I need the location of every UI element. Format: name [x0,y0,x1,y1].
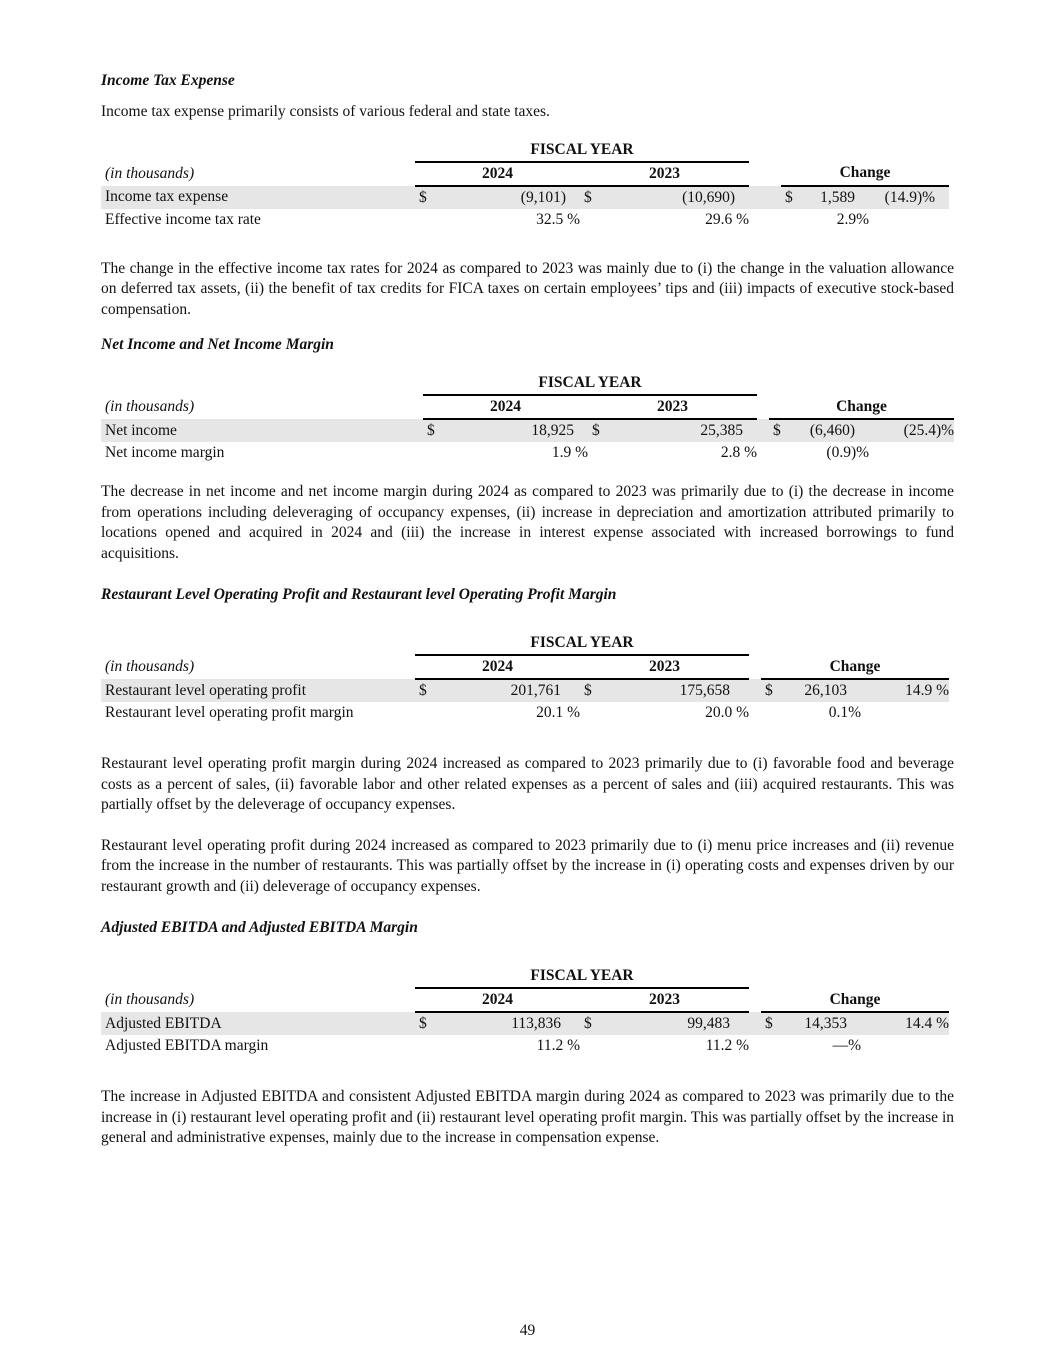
value-2024: 11.2 % [536,1037,580,1054]
adjusted-ebitda-table [101,965,949,1057]
table-row [101,702,949,724]
value-2024: 113,836 [439,1012,580,1035]
paragraph: The increase in Adjusted EBITDA and consistent Adjusted EBITDA margin during 2024 as compared to 2023 was primarily due to the increase in (i) restaurant level operating profit and (ii) restaurant level operating profit margin. This was partially offset by the increase in general and administrative expenses, mainly due to the increase in compensation expense. [101,1088,954,1146]
col-header-2024: 2024 [415,988,580,1012]
change-value: (6,460) [793,419,869,442]
col-header-2023: 2023 [580,162,749,186]
change-value: 26,103 [785,679,861,702]
col-header-change: Change [761,655,949,679]
row-label: Net income margin [105,444,225,461]
value-2023: 20.0 % [705,704,750,721]
restaurant-profit-table [101,632,949,724]
table-row [101,419,954,442]
unit-label: (in thousands) [105,398,195,415]
value-2024: 32.5 % [536,210,580,228]
currency-symbol: $ [415,679,439,702]
currency-symbol: $ [580,186,610,209]
value-2023: 175,658 [610,679,749,702]
section-intro: Income tax expense primarily consists of various federal and state taxes. [101,103,550,120]
value-2024: 18,925 [447,419,588,442]
col-header-change: Change [769,395,954,419]
income-tax-table [101,139,949,231]
table-row [101,1035,949,1057]
table-row [101,186,949,209]
paragraph: The change in the effective income tax rates for 2024 as compared to 2023 was mainly due to (i) the change in the valuation allowance on deferred tax assets, (ii) the benefit of tax credits for FICA taxes on certain employees’ tips and (iii) impacts of executive stock-based compensation. [101,259,954,318]
row-label: Income tax expense [101,186,415,209]
row-label: Effective income tax rate [105,210,261,228]
change-percent: 14.9 % [861,679,949,702]
row-label: Restaurant level operating profit margin [105,704,354,721]
row-label: Adjusted EBITDA [101,1012,415,1035]
change-value: 0.1% [828,704,862,721]
change-percent: 14.4 % [861,1012,949,1035]
col-header-2023: 2023 [580,988,749,1012]
section-heading: Income Tax Expense [101,72,235,89]
fiscal-year-header: FISCAL YEAR [415,632,749,655]
section-income-tax [101,70,954,320]
section-adjusted-ebitda [101,917,954,1149]
change-value: 14,353 [785,1012,861,1035]
value-2023: 11.2 % [705,1037,750,1054]
unit-label: (in thousands) [105,991,195,1008]
change-percent: (14.9)% [869,186,949,209]
col-header-2023: 2023 [588,395,757,419]
change-percent: (25.4)% [869,419,954,442]
row-label: Adjusted EBITDA margin [105,1037,269,1054]
col-header-2024: 2024 [415,162,580,186]
paragraph: Restaurant level operating profit during 2024 increased as compared to 2023 primarily due to (i) menu price increases and (ii) revenue from the increase in the number of restaurants. This was partially offset by the increase in (i) operating costs and expenses driven by our restaurant growth and (ii) deleverage of occupancy expenses. [101,836,954,895]
section-heading: Adjusted EBITDA and Adjusted EBITDA Margin [101,919,418,936]
section-heading: Net Income and Net Income Margin [101,336,334,353]
section-restaurant-profit [101,584,954,897]
change-value: (0.9)% [826,444,870,461]
paragraph: The decrease in net income and net income margin during 2024 as compared to 2023 was primarily due to (i) the decrease in income from operations including deleveraging of occupancy expenses, (ii) increase in depreciation and amortization attributed primarily to locations opened and acquired in 2024 and (iii) the increase in interest expense associated with increased borrowings to fund acquisitions. [101,483,954,562]
unit-label: (in thousands) [105,164,195,182]
section-net-income [101,334,954,564]
table-row [101,1012,949,1035]
table-row [101,679,949,702]
value-2023: (10,690) [610,186,749,209]
currency-symbol: $ [769,419,793,442]
row-label: Net income [101,419,423,442]
section-heading: Restaurant Level Operating Profit and Restaurant level Operating Profit Margin [101,586,617,603]
fiscal-year-header: FISCAL YEAR [415,139,749,162]
value-2024: (9,101) [439,186,580,209]
fiscal-year-header: FISCAL YEAR [415,965,749,988]
currency-symbol: $ [781,186,805,209]
currency-symbol: $ [588,419,618,442]
col-header-change: Change [761,988,949,1012]
page-number: 49 [519,1322,536,1339]
table-row [101,442,954,464]
currency-symbol: $ [761,1012,785,1035]
value-2024: 1.9 % [551,444,588,461]
col-header-change: Change [781,162,949,186]
currency-symbol: $ [415,1012,439,1035]
net-income-table [101,372,954,464]
col-header-2023: 2023 [580,655,749,679]
col-header-2024: 2024 [423,395,588,419]
value-2023: 2.8 % [720,444,758,461]
value-2023: 99,483 [610,1012,749,1035]
table-row [101,209,949,231]
row-label: Restaurant level operating profit [101,679,415,702]
change-value: 2.9% [836,210,870,228]
page-body [101,70,954,1149]
currency-symbol: $ [580,1012,610,1035]
fiscal-year-header: FISCAL YEAR [423,372,757,395]
value-2023: 29.6 % [705,210,750,228]
paragraph: Restaurant level operating profit margin during 2024 increased as compared to 2023 primarily due to (i) favorable food and beverage costs as a percent of sales, (ii) favorable labor and other related expenses as a percent of sales and (iii) acquired restaurants. This was partially offset by the deleverage of occupancy expenses. [101,755,954,813]
col-header-2024: 2024 [415,655,580,679]
unit-label: (in thousands) [105,658,195,675]
change-value: 1,589 [805,186,869,209]
currency-symbol: $ [580,679,610,702]
change-value: —% [832,1037,862,1054]
value-2023: 25,385 [618,419,757,442]
value-2024: 20.1 % [536,704,580,721]
currency-symbol: $ [423,419,447,442]
currency-symbol: $ [415,186,439,209]
currency-symbol: $ [761,679,785,702]
value-2024: 201,761 [439,679,580,702]
